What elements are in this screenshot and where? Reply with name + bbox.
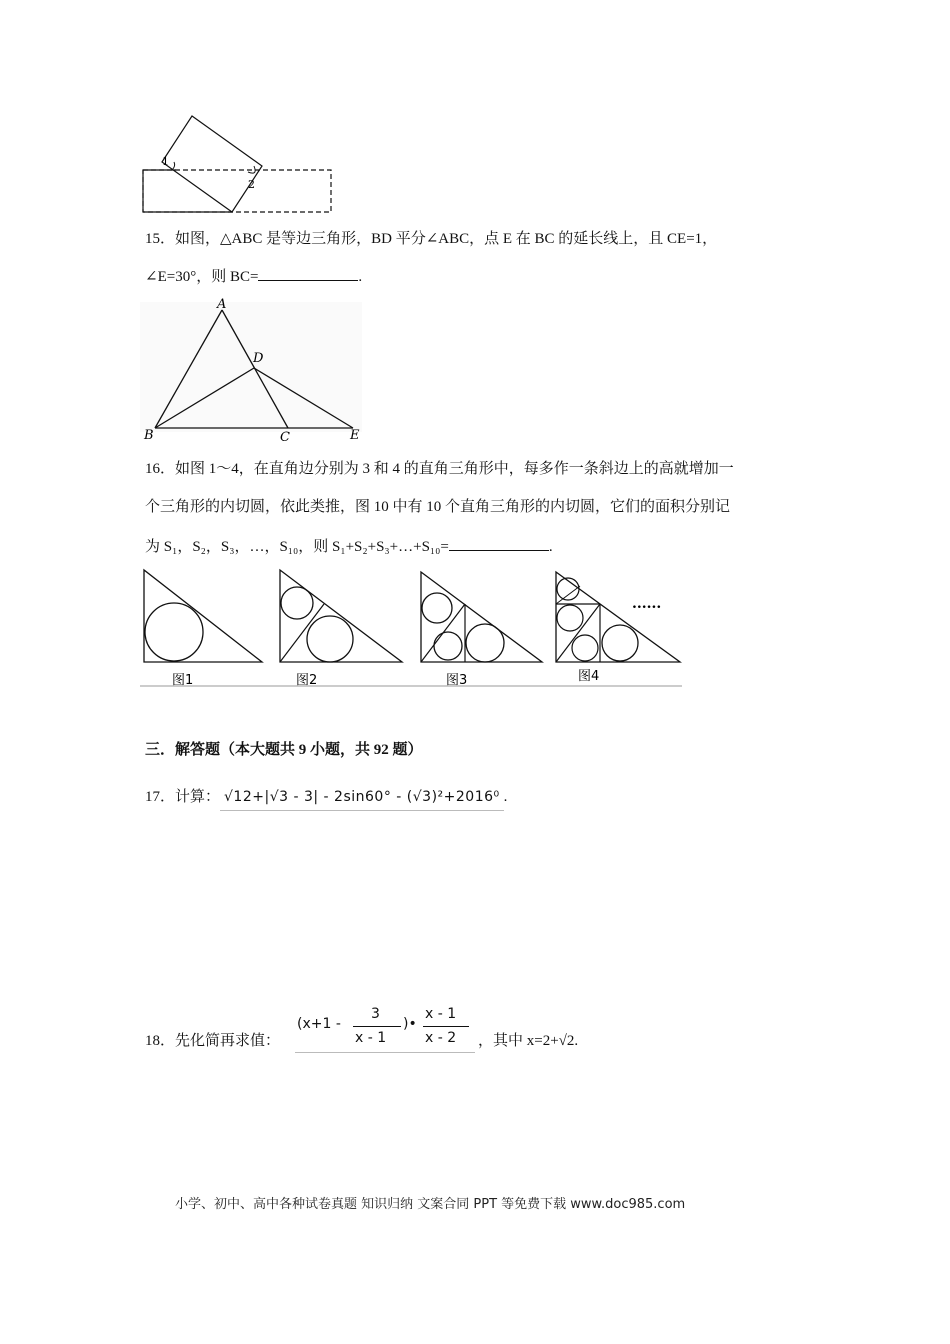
q16-line2: 个三角形的内切圆，依此类推，图 10 中有 10 个直角三角形的内切圆，它们的面积分别记 bbox=[145, 499, 731, 515]
q15-line2 bbox=[145, 264, 362, 288]
q18-frac1-num: 3 bbox=[371, 1006, 380, 1022]
answer-blank-15 bbox=[258, 264, 358, 281]
q16-line3-end: . bbox=[548, 539, 553, 555]
angle-2-label: 2 bbox=[248, 178, 255, 191]
q18-frac2-bar bbox=[423, 1026, 469, 1027]
q18-prefix: 18．先化简再求值： bbox=[145, 1033, 281, 1049]
q15-line1: 15．如图，△ABC 是等边三角形，BD 平分∠ABC，点 E 在 BC 的延长线上，且 CE=1， bbox=[145, 231, 718, 247]
label-E: E bbox=[350, 428, 360, 443]
q16-line3-text: 为 S₁，S₂，S₃，…，S₁₀，则 S₁+S₂+S₃+…+S₁₀= bbox=[145, 539, 449, 555]
q16-line1: 16．如图 1～4，在直角边分别为 3 和 4 的直角三角形中，每多作一条斜边上的高就增加一 bbox=[145, 461, 734, 477]
q18-close: )• bbox=[403, 1016, 417, 1032]
q17-line bbox=[145, 786, 507, 811]
caption-fig3: 图3 bbox=[446, 673, 468, 688]
q18-frac2-den: x - 2 bbox=[425, 1030, 457, 1046]
label-D: D bbox=[253, 351, 264, 366]
page-footer: 小学、初中、高中各种试卷真题 知识归纳 文案合同 PPT 等免费下载 www.doc985.com bbox=[175, 1197, 686, 1212]
figure-1 bbox=[144, 570, 262, 662]
label-C: C bbox=[280, 430, 290, 445]
caption-fig1: 图1 bbox=[172, 673, 194, 688]
caption-fig2: 图2 bbox=[296, 673, 318, 688]
label-A: A bbox=[217, 297, 227, 312]
q18-suffix: ，其中 x=2+√2. bbox=[478, 1033, 579, 1049]
q18-open: (x+1 - bbox=[297, 1016, 341, 1032]
q16-line3 bbox=[145, 534, 553, 558]
caption-fig4: 图4 bbox=[578, 669, 600, 684]
q16-figures bbox=[140, 566, 690, 692]
q17-prefix: 17．计算： bbox=[145, 789, 221, 805]
figure-2 bbox=[280, 570, 402, 662]
q18-frac2-num: x - 1 bbox=[425, 1006, 457, 1022]
section-heading: 三．解答题（本大题共 9 小题，共 92 题） bbox=[145, 742, 423, 758]
q17-suffix: . bbox=[503, 789, 508, 805]
figure-3 bbox=[421, 572, 542, 662]
q18-expression bbox=[295, 1004, 475, 1053]
label-B: B bbox=[144, 428, 154, 443]
q17-expression: √12+|√3 - 3| - 2sin60° - (√3)²+2016⁰ bbox=[220, 786, 504, 811]
q18-frac1-den: x - 1 bbox=[355, 1030, 387, 1046]
answer-blank-16 bbox=[449, 534, 549, 551]
q15-line2-text: ∠E=30°，则 BC= bbox=[145, 269, 259, 285]
ellipsis-dots: ...... bbox=[632, 596, 662, 612]
q14-figure bbox=[140, 112, 340, 216]
q15-triangle-figure bbox=[140, 296, 370, 446]
angle-1-label: 1 bbox=[162, 155, 169, 168]
q15-line2-end: . bbox=[358, 269, 363, 285]
q18-line bbox=[145, 1030, 280, 1052]
q18-frac1-bar bbox=[353, 1026, 401, 1027]
figure-4 bbox=[556, 572, 680, 662]
